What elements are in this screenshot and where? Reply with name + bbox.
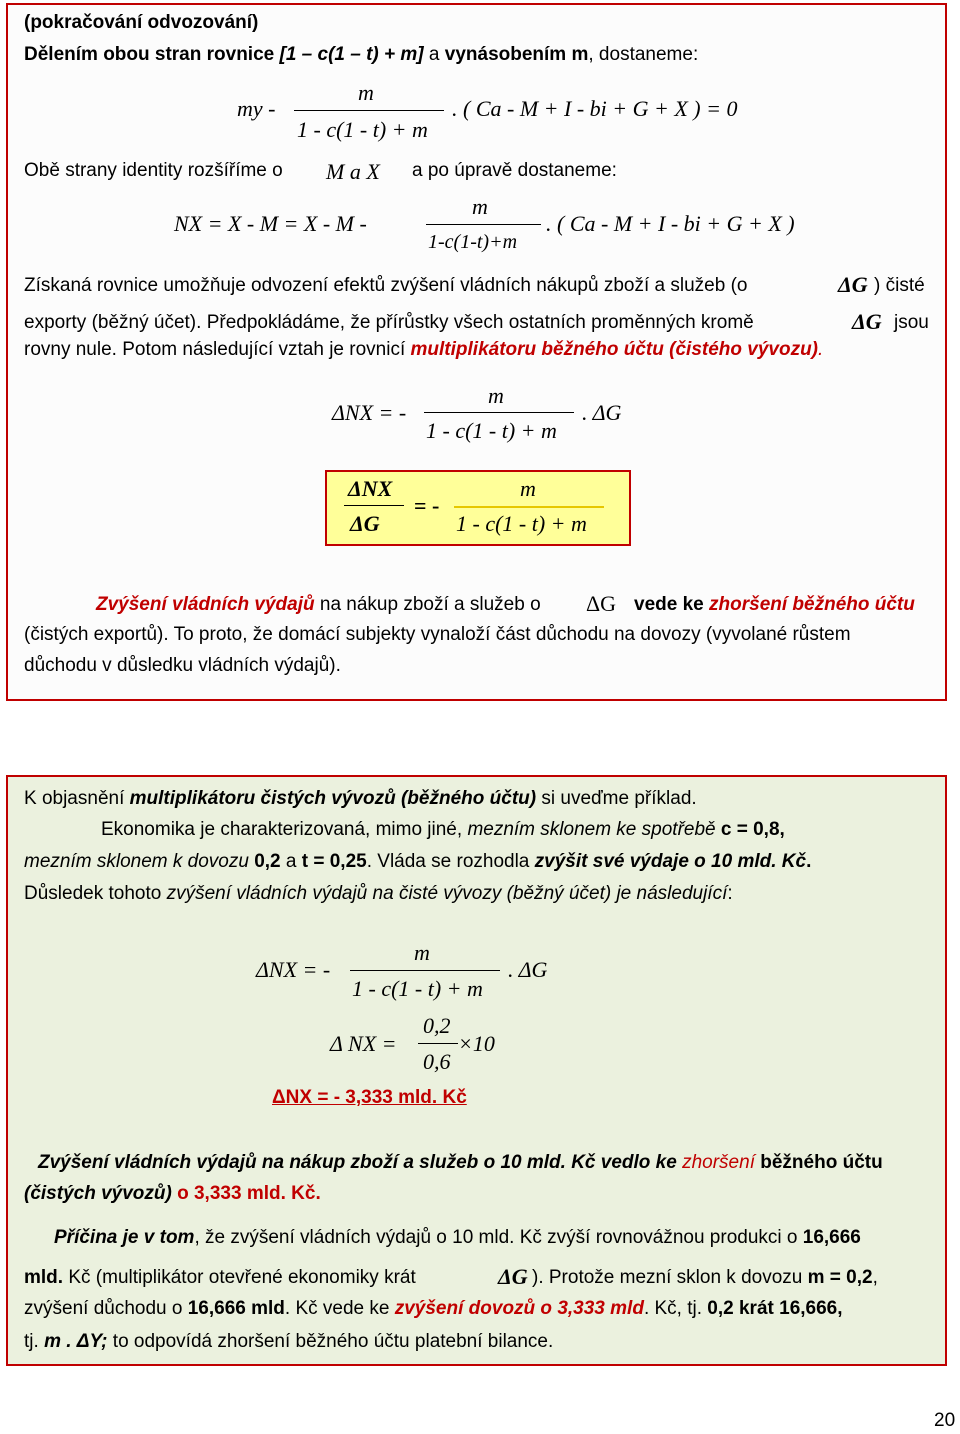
eq1-numerator: m [358, 80, 374, 105]
eq4-denominator-left: ΔG [350, 511, 380, 536]
eq4-fraction-bar [454, 506, 604, 508]
current-account-multiplier-term: multiplikátoru běžného účtu (čistého vývozu) [410, 339, 819, 360]
result-paragraph-line3 [24, 339, 823, 361]
result-value: ΔNX = - 3,333 mld. Kč [272, 1087, 467, 1108]
intro-paragraph [24, 44, 698, 66]
import-formula: m . ΔY; [44, 1331, 108, 1352]
eq2-numerator: m [472, 194, 488, 219]
outcome-line2 [24, 1183, 321, 1205]
eq6-fraction-bar [418, 1043, 458, 1044]
reason-text-2: mld. [24, 1267, 64, 1288]
intro-equation: [1 – c(1 – t) + m] [279, 44, 424, 65]
params-text-2: a [280, 851, 302, 872]
continuation-heading [24, 12, 258, 34]
eq5-fraction-bar [350, 970, 500, 971]
eq4-numerator: m [520, 476, 536, 501]
eq6-right: ×10 [458, 1031, 495, 1056]
conclusion-line1-end [634, 594, 915, 616]
eq5-left: ΔNX = - [256, 957, 331, 982]
conclusion-line2: (čistých exportů). To proto, že domácí subjekty vynaloží část důchodu na dovozy (vyvolané růstem [24, 624, 851, 645]
eq6-left: Δ NX = [330, 1031, 397, 1056]
delta-g-symbol-3: ΔG [586, 591, 617, 616]
example-params-line1 [101, 819, 785, 841]
result-text-4: rovny nule. Potom následující vztah je rovnicí [24, 339, 411, 360]
example-text-2: si uveďme příklad. [536, 788, 697, 809]
reason-line2-end [532, 1267, 878, 1289]
eq3-denominator: 1 - c(1 - t) + m [426, 418, 557, 443]
import-increase-term: zvýšení dovozů o 3,333 mld [394, 1298, 644, 1319]
reason-text-1: , že zvýšení vládních výdajů o 10 mld. Kč zvýší rovnovážnou produkci o [194, 1227, 803, 1248]
result-text-2: ) čisté [874, 275, 925, 296]
eq5-denominator: 1 - c(1 - t) + m [352, 976, 483, 1001]
conclusion-line1 [96, 594, 541, 616]
eq1-right: . ( Ca - M + I - bi + G + X ) = 0 [452, 96, 738, 121]
spending-increase-value: zvýšit své výdaje o 10 mld. Kč [534, 851, 807, 872]
result-paragraph-line2: exporty (běžný účet). Předpokládáme, že přírůstky všech ostatních proměnných kromě [24, 312, 754, 333]
conclusion-text-2: vede ke [634, 594, 704, 615]
calculation-value: 0,2 krát 16,666, [707, 1298, 843, 1319]
intro-text-4: , dostaneme: [588, 44, 699, 65]
consequence-text-2: zvýšení vládních výdajů na čisté vývozy (běžný účet) je následující [166, 883, 728, 904]
conclusion-text-1: na nákup zboží a služeb o [319, 594, 541, 615]
eq3-numerator: m [488, 383, 504, 408]
mpc-term: mezním sklonem ke spotřebě [467, 819, 716, 840]
intro-text-1: Dělením obou stran rovnice [24, 44, 280, 65]
intro-text-2: a [423, 44, 445, 65]
example-text-1: K objasnění [24, 788, 130, 809]
eq4-denominator: 1 - c(1 - t) + m [456, 511, 587, 536]
eq3-fraction-bar [424, 412, 574, 413]
expand-text-2: a po úpravě dostaneme: [412, 160, 617, 181]
income-increase-value: 16,666 mld [187, 1298, 285, 1319]
eq1-denominator: 1 - c(1 - t) + m [297, 117, 428, 142]
reason-line1 [54, 1227, 861, 1249]
example-params-line2 [24, 851, 811, 873]
outcome-line1 [38, 1152, 883, 1174]
tax-rate-value: t = 0,25 [301, 851, 367, 872]
delta-g-symbol-4: ΔG [498, 1264, 528, 1289]
eq5-right: . ΔG [508, 957, 548, 982]
expand-symbols: M a X [326, 159, 380, 184]
delta-g-symbol: ΔG [838, 272, 868, 297]
mpm-equation: m = 0,2 [807, 1267, 873, 1288]
result-text-5: . [818, 339, 824, 360]
worsening-term: zhoršení [682, 1152, 755, 1173]
outcome-text-2: běžného účtu [754, 1152, 883, 1173]
expand-text-1: Obě strany identity rozšíříme o [24, 160, 283, 181]
reason-text-9: tj. [24, 1331, 45, 1352]
eq1-fraction-bar [294, 110, 444, 111]
reason-term: Příčina je v tom [54, 1227, 195, 1248]
delta-g-symbol-2: ΔG [852, 309, 882, 334]
outcome-value: o 3,333 mld. Kč. [177, 1183, 321, 1204]
net-export-multiplier-term: multiplikátoru čistých vývozů (běžného účtu) [129, 788, 537, 809]
current-account-worsening-term: zhoršení běžného účtu [709, 594, 915, 615]
consequence-text-1: Důsledek tohoto [24, 883, 167, 904]
mpc-value: c = 0,8, [715, 819, 785, 840]
mpm-term: mezním sklonem k dovozu [24, 851, 249, 872]
eq4-left-fraction-bar [344, 505, 404, 506]
example-intro [24, 788, 697, 810]
expand-paragraph [24, 160, 283, 182]
continuation-heading-text: (pokračování odvozování) [24, 12, 259, 33]
eq3-right: . ΔG [582, 400, 622, 425]
reason-text-4: ). Protože mezní sklon k dovozu [532, 1267, 808, 1288]
reason-line2 [24, 1267, 416, 1289]
page-number: 20 [934, 1410, 956, 1431]
eq2-fraction-bar [426, 224, 541, 225]
reason-text-7: . Kč vede ke [284, 1298, 395, 1319]
consequence-text-3: : [727, 883, 733, 904]
eq4-equals: = - [414, 493, 440, 518]
eq3-left: ΔNX = - [332, 400, 407, 425]
example-consequence [24, 883, 733, 905]
reason-text-3: Kč (multiplikátor otevřené ekonomiky krát [63, 1267, 416, 1288]
reason-line3 [24, 1298, 843, 1320]
output-increase-value: 16,666 [802, 1227, 861, 1248]
eq2-denominator: 1-c(1-t)+m [428, 231, 518, 253]
mpm-value: 0,2 [248, 851, 281, 872]
result-text-1: Získaná rovnice umožňuje odvození efektů zvýšení vládních nákupů zboží a služeb (o [24, 275, 748, 296]
eq6-denominator: 0,6 [423, 1049, 451, 1074]
params-text-1: Ekonomika je charakterizovaná, mimo jiné, [101, 819, 468, 840]
outcome-text-1: Zvýšení vládních výdajů na nákup zboží a služeb o 10 mld. Kč vedlo ke [38, 1152, 683, 1173]
eq4-numerator-left: ΔNX [348, 476, 393, 501]
reason-line4 [24, 1331, 553, 1353]
eq5-numerator: m [414, 940, 430, 965]
result-text-3: jsou [894, 312, 929, 333]
intro-text-3: vynásobením m [444, 44, 589, 65]
gov-spending-increase-term: Zvýšení vládních výdajů [96, 594, 315, 615]
reason-text-5: , [872, 1267, 878, 1288]
outcome-text-3: (čistých vývozů) [24, 1183, 178, 1204]
eq2-left: NX = X - M = X - M - [174, 211, 367, 236]
eq2-right: . ( Ca - M + I - bi + G + X ) [546, 211, 795, 236]
result-paragraph-line1 [24, 275, 747, 297]
eq6-numerator: 0,2 [423, 1013, 451, 1038]
params-text-3: . Vláda se rozhodla [366, 851, 535, 872]
reason-text-10: to odpovídá zhoršení běžného účtu platební bilance. [107, 1331, 554, 1352]
reason-text-8: . Kč, tj. [643, 1298, 708, 1319]
conclusion-line3: důchodu v důsledku vládních výdajů). [24, 655, 341, 676]
eq1-left: my - [237, 96, 276, 121]
params-text-4: . [806, 851, 812, 872]
reason-text-6: zvýšení důchodu o [24, 1298, 188, 1319]
